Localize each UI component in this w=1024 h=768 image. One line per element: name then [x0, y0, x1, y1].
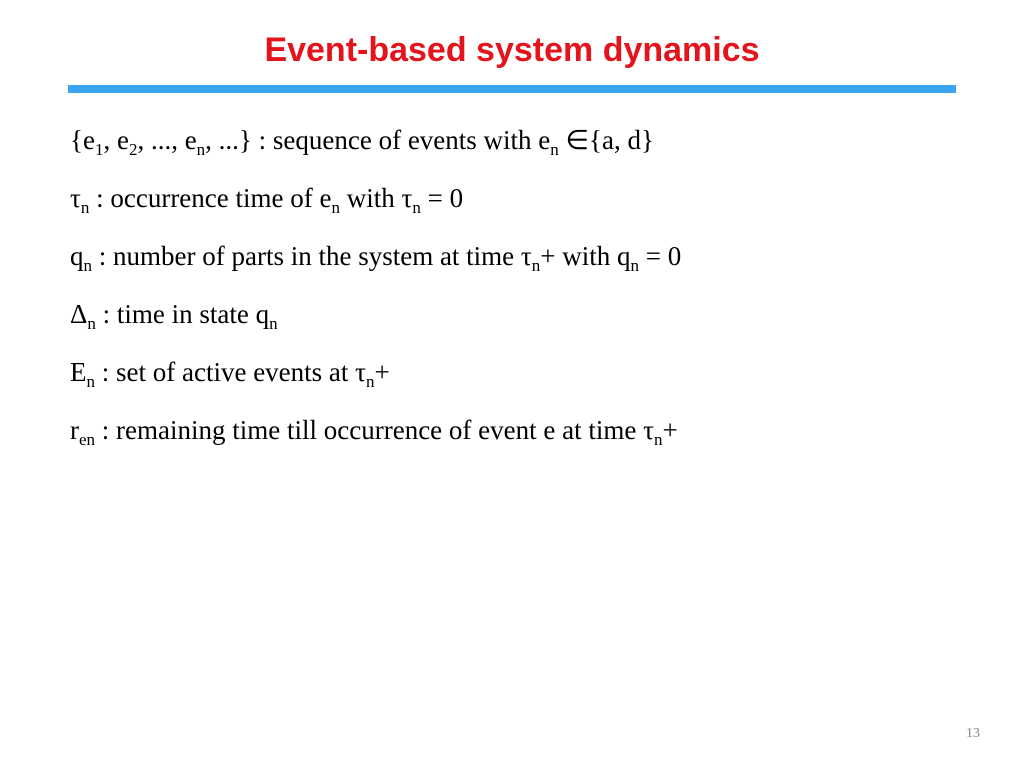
- subscript: en: [79, 430, 96, 449]
- definition-text: : time in state q: [95, 299, 270, 329]
- definition-text: +: [374, 357, 390, 387]
- definition-text: + with q: [540, 241, 631, 271]
- definition-text: Δ: [70, 299, 88, 329]
- definition-text: : remaining time till occurrence of event e at time τ: [95, 415, 654, 445]
- slide-title: Event-based system dynamics: [264, 31, 760, 69]
- definition-line: [70, 118, 970, 176]
- definition-text: E: [70, 357, 87, 387]
- subscript: n: [653, 430, 663, 449]
- subscript: n: [86, 372, 95, 391]
- title-underline-rule: [68, 85, 956, 93]
- definition-text: , ...} : sequence of events with e: [205, 125, 551, 155]
- subscript: n: [87, 314, 96, 333]
- definition-line: [70, 408, 970, 466]
- page-number: 13: [966, 726, 980, 741]
- subscript: n: [531, 256, 541, 275]
- definition-line: [70, 292, 970, 350]
- definition-line: [70, 176, 970, 234]
- subscript: 2: [128, 140, 138, 159]
- definition-text: {e: [70, 125, 95, 155]
- definition-text: q: [70, 241, 84, 271]
- subscript: n: [269, 314, 278, 333]
- definition-text: with τ: [339, 183, 413, 213]
- definition-text: , e: [103, 125, 129, 155]
- definition-list: [70, 118, 970, 466]
- definition-text: : number of parts in the system at time τ: [92, 241, 532, 271]
- definition-text: : occurrence time of e: [89, 183, 332, 213]
- subscript: n: [331, 198, 340, 217]
- definition-text: +: [662, 415, 678, 445]
- definition-text: = 0: [420, 183, 464, 213]
- definition-text: ∈{a, d}: [558, 125, 654, 155]
- subscript: 1: [94, 140, 104, 159]
- definition-text: r: [70, 415, 79, 445]
- subscript: n: [80, 198, 90, 217]
- definition-line: [70, 350, 970, 408]
- definition-text: = 0: [639, 241, 682, 271]
- definition-text: τ: [70, 183, 81, 213]
- subscript: n: [196, 140, 206, 159]
- definition-text: : set of active events at τ: [95, 357, 367, 387]
- subscript: n: [83, 256, 92, 275]
- definition-line: [70, 234, 970, 292]
- subscript: n: [412, 198, 421, 217]
- definition-text: , ..., e: [137, 125, 197, 155]
- subscript: n: [366, 372, 375, 391]
- subscript: n: [630, 256, 639, 275]
- subscript: n: [550, 140, 559, 159]
